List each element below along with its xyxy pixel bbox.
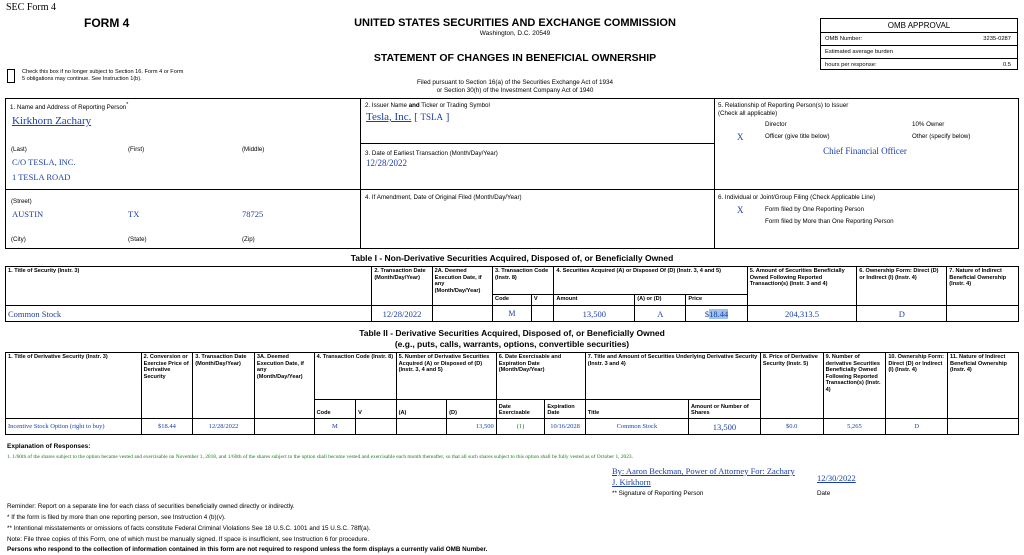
box6-label: 6. Individual or Joint/Group Filing (Check Applicable Line) [718, 194, 876, 201]
reporting-person-name-link[interactable]: Kirkhorn Zachary [12, 115, 92, 127]
t1-security-title: Common Stock [6, 306, 372, 322]
t2-h-price: 8. Price of Derivative Security (Instr. 5) [760, 353, 823, 419]
table-row [6, 306, 1019, 322]
t2-underlying-title: Common Stock [585, 419, 688, 435]
box5-sub: (Check all applicable) [718, 110, 778, 117]
omb-number: 3235-0287 [983, 36, 1011, 42]
box3-label: 3. Date of Earliest Transaction (Month/Day/Year) [365, 150, 498, 157]
city-label: (City) [11, 236, 26, 243]
form-title: FORM 4 [84, 16, 130, 30]
t2-ownership-form: D [886, 419, 948, 435]
box2-label [365, 102, 490, 110]
officer-check-x: X [737, 132, 744, 142]
earliest-transaction-date: 12/28/2022 [366, 158, 408, 168]
t2-h-nature: 11. Nature of Indirect Beneficial Ownership (Instr. 4) [948, 353, 1019, 419]
t2-deriv-price: $0.0 [760, 419, 823, 435]
officer-label: Officer (give title below) [765, 133, 830, 140]
t1-deemed-date [432, 306, 492, 322]
t2-h-number: 5. Number of Derivative Securities Acquired (A) or Disposed of (D) (Instr. 3, 4 and 5) [396, 353, 496, 400]
address-line-1: C/O TESLA, INC. [12, 157, 76, 167]
omb-number-label: OMB Number: [825, 36, 863, 42]
more-persons-label: Form filed by More than One Reporting Person [765, 218, 894, 225]
signature-line-1: By: Aaron Beckman, Power of Attorney For: Zachary [612, 466, 795, 476]
t1-h-securities: 4. Securities Acquired (A) or Disposed Of (D) (Instr. 3, 4 and 5) [554, 267, 747, 295]
zip-value: 78725 [242, 209, 264, 219]
t2-transaction-date: 12/28/2022 [193, 419, 255, 435]
section16-text [22, 69, 183, 83]
t2-h-date: 3. Transaction Date (Month/Day/Year) [193, 353, 255, 419]
filed-pursuant-2: or Section 30(h) of the Investment Company Act of 1940 [436, 87, 594, 94]
t1-h-amount-sub: Amount [554, 295, 635, 306]
t2-acquired [396, 419, 447, 435]
t1-code: M [493, 306, 532, 322]
t1-h-price-sub: Price [686, 295, 747, 306]
note-3: Note: File three copies of this Form, one of which must be manually signed. If space is insufficient, see Instruction 6 for procedure. [7, 536, 370, 543]
explanation-title: Explanation of Responses: [7, 443, 91, 450]
omb-approval-box [820, 18, 1018, 70]
director-label: Director [765, 121, 787, 128]
issuer-line [366, 111, 449, 123]
table2-title: Table II - Derivative Securities Acquired, Disposed of, or Beneficially Owned [359, 328, 665, 338]
t2-h-code-sub: Code [314, 400, 355, 419]
ticker-symbol: TSLA [420, 112, 444, 122]
street-label: (Street) [11, 198, 32, 205]
section16-text-line2: 5 obligations may continue. See Instruction 1(b). [22, 76, 142, 82]
state-value: TX [128, 209, 140, 219]
t2-h-date-ex-sub: Date Exercisable [496, 400, 545, 419]
section16-text-line1: Check this box if no longer subject to Section 16. Form 4 or Form [22, 69, 184, 75]
t2-nature [948, 419, 1019, 435]
table-row [6, 419, 1019, 435]
t1-price-dollar: $ [704, 308, 710, 319]
note-2: ** Intentional misstatements or omissions of facts constitute Federal Criminal Violations See 18 U.S.C. 1001 and 15 U.S.C. 78ff(a). [7, 525, 371, 532]
t1-h-deemed: 2A. Deemed Execution Date, if any (Month/Day/Year) [432, 267, 492, 306]
t1-price-value: 18.44 [709, 308, 729, 319]
t2-deemed-date [254, 419, 314, 435]
t2-h-deemed: 3A. Deemed Execution Date, if any (Month/Day/Year) [254, 353, 314, 419]
table1 [5, 266, 1019, 322]
table1-title: Table I - Non-Derivative Securities Acquired, Disposed of, or Beneficially Owned [350, 253, 674, 263]
t2-h-code: 4. Transaction Code (Instr. 8) [314, 353, 396, 400]
t1-h-owned: 5. Amount of Securities Beneficially Owned Following Reported Transaction(s) (Instr. 3 and 4) [747, 267, 856, 306]
t1-h-title: 1. Title of Security (Instr. 3) [6, 267, 372, 306]
box5-label: 5. Relationship of Reporting Person(s) to Issuer [718, 102, 849, 109]
other-label: Other (specify below) [912, 133, 971, 140]
state-label: (State) [128, 236, 147, 243]
ten-percent-owner-label: 10% Owner [912, 121, 945, 128]
box1-divider [5, 189, 361, 190]
box1-label [10, 102, 128, 112]
table2-subtitle: (e.g., puts, calls, warrants, options, convertible securities) [394, 339, 630, 349]
box2-label-and: and [408, 102, 420, 109]
t1-h-date: 2. Transaction Date (Month/Day/Year) [372, 267, 432, 306]
t2-h-exp-sub: Expiration Date [545, 400, 585, 419]
t2-disposed: 13,500 [447, 419, 497, 435]
t1-h-code-sub: Code [493, 295, 532, 306]
t2-owned: 5,265 [823, 419, 886, 435]
t1-transaction-date: 12/28/2022 [372, 306, 432, 322]
t2-code: M [314, 419, 355, 435]
sec-form-label: SEC Form 4 [6, 2, 57, 13]
one-person-label: Form filed by One Reporting Person [765, 206, 865, 213]
t1-owned: 204,313.5 [747, 306, 856, 322]
t2-h-a-sub: (A) [396, 400, 447, 419]
box1-star: * [126, 102, 129, 108]
box2-label-a: 2. Issuer Name [365, 102, 409, 109]
note-1: * If the form is filed by more than one reporting person, see Instruction 4 (b)(v). [7, 514, 226, 521]
signature-block[interactable] [612, 466, 795, 488]
issuer-name-link[interactable]: Tesla, Inc. [366, 111, 412, 123]
t1-h-ad-sub: (A) or (D) [635, 295, 686, 306]
t2-h-v-sub: V [356, 400, 396, 419]
t2-exercise-price: $18.44 [141, 419, 193, 435]
one-person-check-x: X [737, 205, 744, 215]
box4-label: 4. If Amendment, Date of Original Filed (Month/Day/Year) [365, 194, 522, 201]
t1-h-ownership-form: 6. Ownership Form: Direct (D) or Indirect (I) (Instr. 4) [857, 267, 947, 306]
omb-hours-label: hours per response: [825, 62, 877, 68]
t2-expiration: 10/16/2028 [545, 419, 585, 435]
t2-h-exercisable: 6. Date Exercisable and Expiration Date (Month/Day/Year) [496, 353, 585, 400]
t1-h-nature: 7. Nature of Indirect Beneficial Ownership (Instr. 4) [947, 267, 1019, 306]
t2-h-title: 1. Title of Derivative Security (Instr. 3) [6, 353, 142, 419]
t2-h-title-sub: Title [585, 400, 688, 419]
first-label: (First) [128, 146, 145, 153]
omb-burden-label: Estimated average burden [821, 46, 1017, 59]
explanation-text: 1. 1/60th of the shares subject to the option became vested and exercisable on November 1, 2018, and 1/60th of the shares subject to the option shall become vested and exercisable each month thereafter, so that all such shares subject to this option shall be fully vested as of October 1, 2023. [7, 454, 633, 460]
table2 [5, 352, 1019, 435]
city-value: AUSTIN [12, 209, 44, 219]
ticker-bracket-close: ] [445, 111, 450, 123]
t1-amount: 13,500 [554, 306, 635, 322]
t2-h-owned: 9. Number of derivative Securities Beneficially Owned Following Reported Transaction(s) (Instr. 4) [823, 353, 886, 419]
signature-line-2: J. Kirkhorn [612, 477, 651, 487]
t1-v [531, 306, 554, 322]
zip-label: (Zip) [242, 236, 255, 243]
t1-h-v-sub: V [531, 295, 554, 306]
ticker-bracket-open: [ [414, 111, 418, 123]
reminder-text: Reminder: Report on a separate line for each class of securities beneficially owned directly or indirectly. [7, 503, 295, 510]
t1-h-code: 3. Transaction Code (Instr. 8) [493, 267, 554, 295]
note-4: Persons who respond to the collection of information contained in this form are not required to respond unless the form displays a currently valid OMB Number. [7, 546, 488, 553]
date-label: Date [817, 490, 831, 497]
section16-checkbox[interactable] [7, 69, 15, 83]
filed-pursuant-1: Filed pursuant to Section 16(a) of the Securities Exchange Act of 1934 [416, 79, 614, 86]
t1-ownership-form: D [857, 306, 947, 322]
t2-h-amount-sub: Amount or Number of Shares [689, 400, 761, 419]
t1-price [686, 306, 747, 322]
omb-hours: 0.5 [1002, 62, 1011, 68]
t2-h-conversion: 2. Conversion or Exercise Price of Derivative Security [141, 353, 193, 419]
t2-underlying-amount: 13,500 [689, 419, 761, 435]
t2-security-title: Incentive Stock Option (right to buy) [6, 419, 142, 435]
t2-h-d-sub: (D) [447, 400, 497, 419]
signature-label: ** Signature of Reporting Person [612, 490, 704, 497]
t2-v [356, 419, 396, 435]
t2-date-exercisable: (1) [496, 419, 545, 435]
agency-title: UNITED STATES SECURITIES AND EXCHANGE COMMISSION [354, 17, 676, 29]
statement-title: STATEMENT OF CHANGES IN BENEFICIAL OWNERSHIP [373, 52, 657, 64]
t2-h-underlying: 7. Title and Amount of Securities Underlying Derivative Security (Instr. 3 and 4) [585, 353, 760, 400]
agency-location: Washington, D.C. 20549 [479, 30, 551, 37]
t1-nature [947, 306, 1019, 322]
t2-h-ownership-form: 10. Ownership Form: Direct (D) or Indirect (I) (Instr. 4) [886, 353, 948, 419]
officer-title: Chief Financial Officer [823, 146, 907, 156]
omb-title: OMB APPROVAL [821, 19, 1017, 33]
t1-a-or-d: A [635, 306, 686, 322]
last-label: (Last) [11, 146, 27, 153]
box1-label-text: 1. Name and Address of Reporting Person [10, 104, 127, 112]
signature-date: 12/30/2022 [817, 473, 856, 483]
middle-label: (Middle) [242, 146, 265, 153]
address-line-2: 1 TESLA ROAD [12, 172, 71, 182]
box2-label-b: Ticker or Trading Symbol [419, 102, 490, 109]
